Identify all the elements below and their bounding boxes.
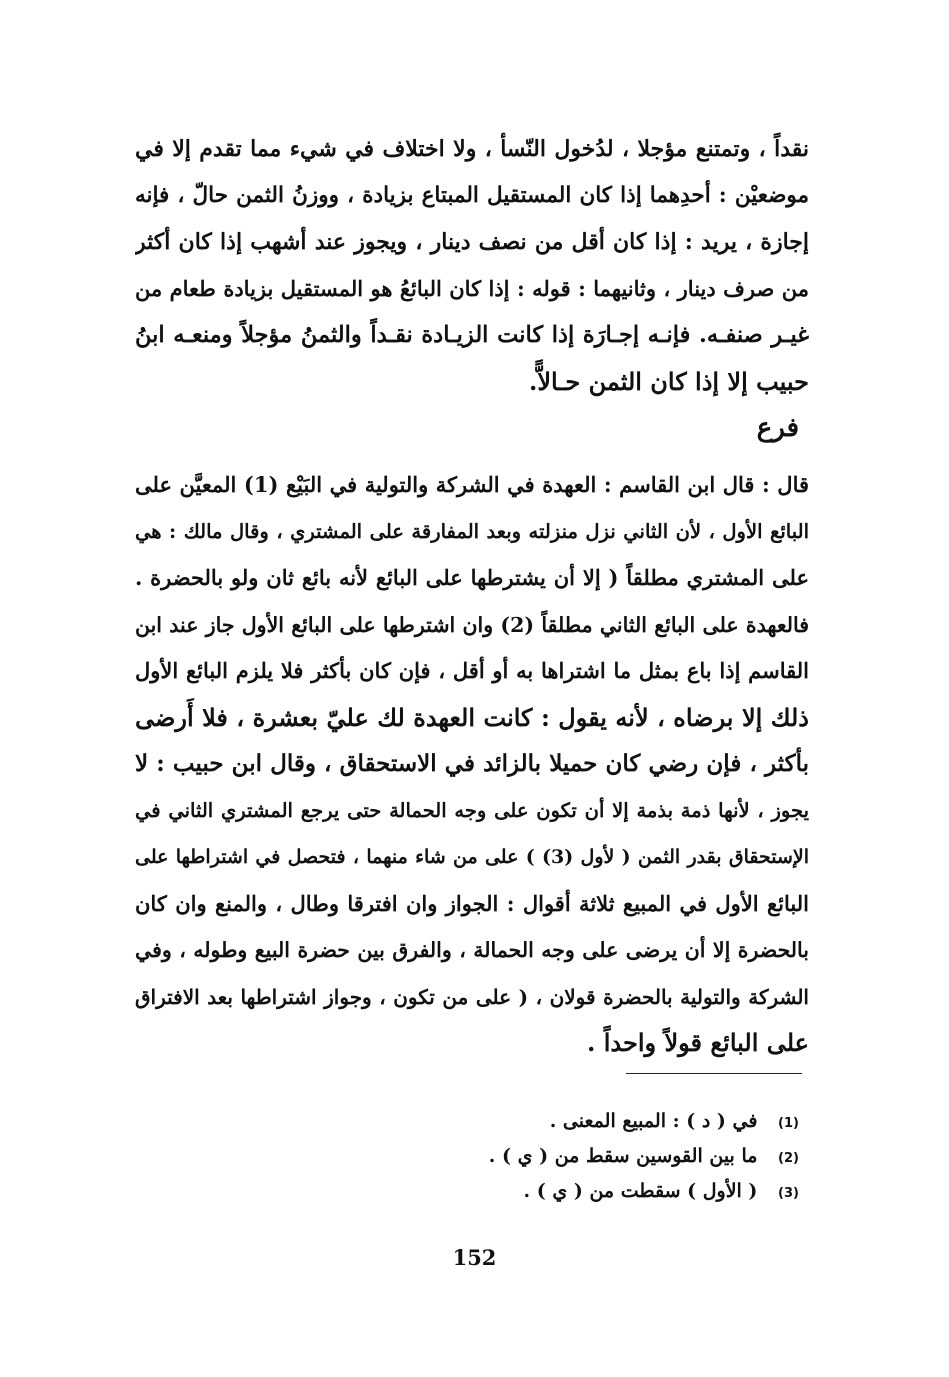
section-heading: فرع [756, 413, 799, 443]
text-line: غيـر صنفـه. فإنـه إجـارَة إذا كانت الزيـادة نقـداً والثمنُ مؤجلاً ومنعـه ابنُ [135, 322, 809, 348]
text-line: القاسم إذا باع بمثل ما اشتراها به أو أقل ، فإن كان بأكثر فلا يلزم البائع الأول [135, 658, 809, 683]
text-line: ذلك إلا برضاه ، لأنه يقول : كانت العهدة لك عليّ بعشرة ، فلا أَرضى [135, 702, 809, 732]
text-line: بالحضرة إلا أن يرضى على وجه الحمالة ، والفرق بين حضرة البيع وطوله ، وفي [135, 938, 809, 962]
text-line: نقداً ، وتمتنع مؤجلا ، لدُخول النّسأ ، ولا اختلاف في شيء مما تقدم إلا في [135, 136, 809, 162]
paragraph-1 [135, 126, 809, 405]
text-line: بأكثر ، فإن رضي كان حميلا بالزائد في الاستحقاق ، وقال ابن حبيب : لا [135, 750, 809, 777]
text-line: على البائع قولاً واحداً . [587, 1028, 809, 1057]
text-line: على المشتري مطلقاً ( إلا أن يشترطها على البائع لأنه بائع ثان ولو بالحضرة . [135, 565, 809, 590]
text-line: إجازة ، يريد : إذا كان أقل من نصف دينار ، ويجوز عند أشهب إذا كان أكثر [135, 229, 809, 255]
text-line: حبيب إلا إذا كان الثمن حـالاًّ. [529, 366, 809, 396]
text-line: فالعهدة على البائع الثاني مطلقاً (2) وان اشترطها على البائع الأول جاز عند ابن [135, 612, 809, 637]
paragraph-2 [135, 462, 809, 1067]
text-line: قال : قال ابن القاسم : العهدة في الشركة والتولية في البَيْع (1) المعيَّن على [135, 472, 809, 497]
text-line: الإستحقاق بقدر الثمن ( لأول (3) ) على من شاء منهما ، فتحصل في اشتراطها على [135, 846, 809, 868]
footnote-number: (2) [778, 1151, 799, 1166]
footnote-number: (3) [778, 1186, 799, 1201]
footnote-text: في ( د ) : المبيع المعنى . [549, 1110, 758, 1132]
footnotes [489, 1105, 799, 1210]
text-line: البائع الأول ، لأن الثاني نزل منزلته وبعد المفارقة على المشتري ، وقال مالك : هي [135, 519, 809, 543]
footnote-text: ( الأول ) سقطت من ( ي ) . [523, 1180, 758, 1202]
text-line: من صرف دينار ، وثانيهما : قوله : إذا كان البائعُ هو المستقيل بزيادة طعام من [135, 275, 809, 301]
footnote-item [489, 1175, 799, 1210]
footnote-text: ما بين القوسين سقط من ( ي ) . [488, 1145, 758, 1167]
text-line: الشركة والتولية بالحضرة قولان ، ( على من تكون ، وجواز اشتراطها بعد الافتراق [135, 984, 809, 1009]
footnote-separator [626, 1073, 802, 1074]
footnote-item [489, 1140, 799, 1175]
footnote-number: (1) [778, 1116, 799, 1131]
text-line: موضعيْن : أحدِهما إذا كان المستقيل المبتاع بزيادة ، ووزنُ الثمن حالّ ، فإنه [135, 182, 809, 208]
footnote-item [489, 1105, 799, 1140]
text-line: البائع الأول في المبيع ثلاثة أقوال : الجواز وان افترقا وطال ، والمنع وان كان [135, 890, 809, 916]
page-number: 152 [452, 1245, 497, 1270]
text-line: يجوز ، لأنها ذمة بذمة إلا أن تكون على وجه الحمالة حتى يرجع المشتري الثاني في [135, 798, 809, 822]
